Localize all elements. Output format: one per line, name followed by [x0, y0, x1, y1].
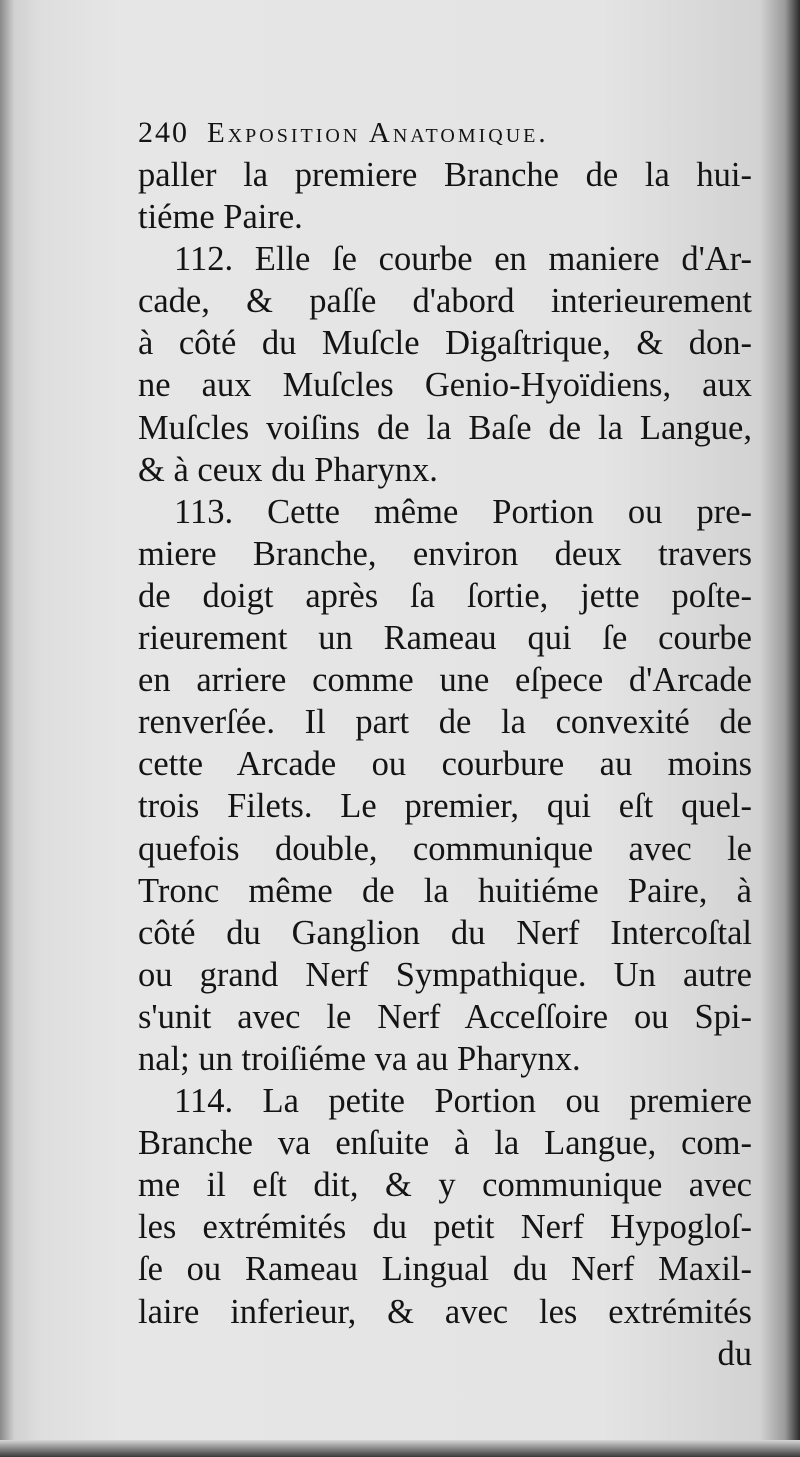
text-line: les extrémités du petit Nerf Hypogloſ-	[138, 1208, 752, 1247]
text-line: renverſée. Il part de la convexité de	[138, 703, 752, 742]
text-line: en arriere comme une eſpece d'Arcade	[138, 661, 752, 700]
running-title: Exposition Anatomique.	[207, 117, 549, 149]
text-line: ſe ou Rameau Lingual du Nerf Maxil-	[138, 1250, 752, 1289]
running-head	[138, 112, 752, 154]
text-line: laire inferieur, & avec les extrémités	[138, 1292, 752, 1331]
text-line: ne aux Muſcles Genio-Hyoïdiens, aux	[138, 366, 752, 405]
text-line: miere Branche, environ deux travers	[138, 534, 752, 573]
text-line: Branche va enſuite à la Langue, com-	[138, 1124, 752, 1163]
text-line: cette Arcade ou courbure au moins	[138, 745, 752, 784]
text-line: quefois double, communique avec le	[138, 829, 752, 868]
page-text-block	[138, 112, 752, 1375]
page-number: 240	[138, 116, 189, 149]
text-line: trois Filets. Le premier, qui eſt quel-	[138, 787, 752, 826]
text-line: tiéme Paire.	[138, 198, 303, 237]
paragraph-112-start: 112. Elle ſe courbe en maniere d'Ar-	[174, 240, 752, 279]
text-line: s'unit avec le Nerf Acceſſoire ou Spi-	[138, 997, 752, 1036]
text-line: à côté du Muſcle Digaſtrique, & don-	[138, 324, 752, 363]
page-gutter-shadow	[0, 0, 14, 1457]
text-line: rieurement un Rameau qui ſe courbe	[138, 619, 752, 658]
page-bottom-shadow	[0, 1440, 800, 1457]
text-line: de doigt après ſa ſortie, jette poſte-	[138, 576, 752, 615]
text-line: me il eſt dit, & y communique avec	[138, 1166, 752, 1205]
text-line: & à ceux du Pharynx.	[138, 450, 438, 489]
text-line: nal; un troiſiéme va au Pharynx.	[138, 1039, 581, 1078]
text-line: Tronc même de la huitiéme Paire, à	[138, 871, 752, 910]
paragraph-113-start: 113. Cette même Portion ou pre-	[174, 492, 752, 531]
text-line: Muſcles voiſins de la Baſe de la Langue,	[138, 408, 752, 447]
text-line: côté du Ganglion du Nerf Intercoſtal	[138, 913, 752, 952]
text-line: ou grand Nerf Sympathique. Un autre	[138, 955, 752, 994]
catchword: du	[717, 1334, 752, 1373]
text-line: paller la premiere Branche de la hui-	[138, 156, 752, 194]
text-line: cade, & paſſe d'abord interieurement	[138, 282, 752, 321]
paragraph-114-start: 114. La petite Portion ou premiere	[174, 1082, 752, 1121]
